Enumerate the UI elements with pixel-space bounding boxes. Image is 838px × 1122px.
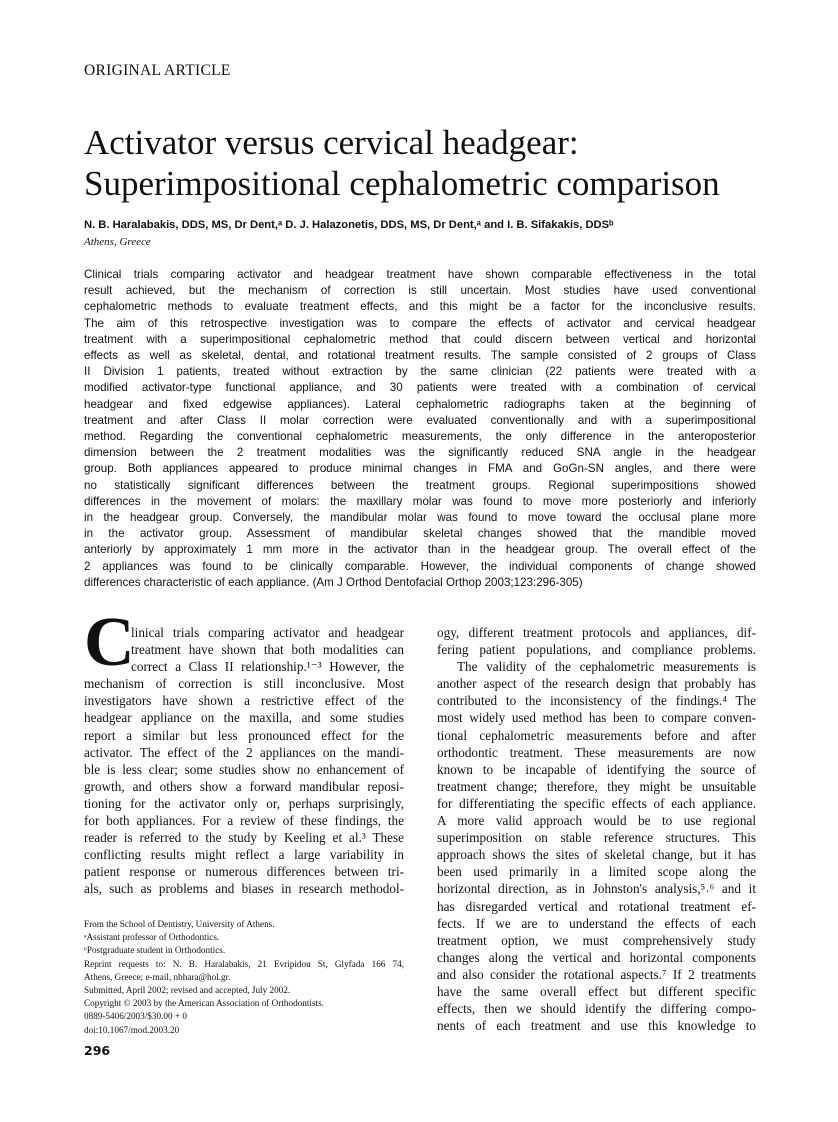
section-label: ORIGINAL ARTICLE [84,62,231,79]
body-line: ogy, different treatment protocols and appliances, dif- [437,625,756,640]
article-title [84,122,720,204]
body-line: investigators have shown a restrictive effect of the [84,693,404,709]
abstract-line: II Division 1 patients, treated without extraction by the same clinician (22 patients were treated with a [84,365,756,379]
body-line: treatment change; therefore, they might be unsuitable [437,778,756,794]
body-line: The validity of the cephalometric measurements is [457,659,756,675]
footnote-line: Reprint requests to: N. B. Haralabakis, 21 Evripidou St, Glyfada 166 74, [84,958,404,969]
drop-cap: C [84,604,135,681]
body-line: superimposition on stable reference structures. This [437,830,756,846]
body-line: known to be incapable of identifying the source of [437,761,756,777]
body-line: changes along the vertical and horizontal components [437,949,756,965]
body-line: conflicting results might reflect a large variability in [84,847,404,863]
body-line: treatment have shown that both modalities can [131,642,404,658]
body-line: tioning for the activator only or, perhaps surprisingly, [84,795,404,811]
abstract-line: no statistically significant differences between the treatment groups. Regional superimpositions showed [84,478,756,492]
body-column-left [84,624,404,898]
abstract [84,267,756,591]
body-line: linical trials comparing activator and headgear [131,625,404,640]
body-line: have the same overall effect but different specific [437,983,756,999]
body-line: horizontal direction, as in Johnston's analysis,⁵˒⁶ and it [437,881,756,897]
footnote-line: From the School of Dentistry, University of Athens. [84,919,275,929]
body-line: patient response or numerous differences between tri- [84,864,404,880]
abstract-line: method. Regarding the conventional cephalometric measurements, the only difference in the anteroposterior [84,430,756,444]
body-line: activator. The effect of the 2 appliances on the mandi- [84,744,404,760]
body-line: has disregarded vertical and rotational treatment ef- [437,898,756,914]
footnote-line: Submitted, April 2002; revised and accepted, July 2002. [84,985,291,996]
body-line: A more valid approach would be to use regional [437,813,756,829]
abstract-line: headgear and fixed edgewise appliances). Lateral cephalometric radiographs taken at the beginning of [84,397,756,411]
body-line: ble is less clear; some studies show no enhancement of [84,761,404,777]
abstract-line: differences characteristic of each appliance. (Am J Orthod Dentofacial Orthop 2003;123:296-305) [84,575,583,589]
body-line: growth, and others show a forward mandibular reposi- [84,778,404,794]
body-column-right [437,624,756,1034]
abstract-line: dimension between the 2 treatment modalities was the significantly reduced SNA angle in the headgear [84,446,756,460]
footnote-line: ᵃAssistant professor of Orthodontics. [84,932,220,943]
abstract-line: 2 appliances was found to be clinically comparable. However, the individual components of change showed [84,559,756,573]
body-line: most widely used method has been to compare conven- [437,710,756,726]
title-line: Superimpositional cephalometric comparison [84,164,720,203]
abstract-line: The aim of this retrospective investigation was to compare the effects of activator and cervical headgear [84,316,756,330]
body-line: tional cephalometric measurements before and after [437,727,756,743]
abstract-line: in the activator group. Assessment of mandibular skeletal changes showed that the mandible moved [84,527,756,541]
body-line: correct a Class II relationship.¹⁻³ However, the [131,659,404,675]
footnotes [84,918,404,1037]
body-line: and also consider the rotational aspects.⁷ If 2 treatments [437,966,756,982]
title-line: Activator versus cervical headgear: [84,123,579,162]
body-line: report a similar but less pronounced effect for the [84,727,404,743]
abstract-line: result achieved, but the mechanism of correction is still uncertain. Most studies have used conventional [84,284,756,298]
abstract-line: treatment with a superimpositional cephalometric method that could discern between vertical and horizontal [84,332,756,346]
abstract-line: anteriorly by approximately 1 mm more in the activator than in the headgear group. The overall effect of the [84,543,756,557]
body-line: contributed to the inconsistency of the findings.⁴ The [437,693,756,709]
abstract-line: Clinical trials comparing activator and headgear treatment have shown comparable effectiveness in the total [84,268,756,281]
body-line: reader is referred to the study by Keeling et al.³ These [84,830,404,846]
abstract-line: modified activator-type functional appliance, and 30 patients were treated with a combination of cervical [84,381,756,395]
author-location: Athens, Greece [84,236,151,248]
body-line: for both appliances. For a review of these findings, the [84,813,404,829]
body-line: orthodontic treatment. These measurements are now [437,744,756,760]
author-list: N. B. Haralabakis, DDS, MS, Dr Dent,ᵃ D. J. Halazonetis, DDS, MS, Dr Dent,ᵃ and I. B. Sifakakis, DDSᵇ [84,219,614,231]
body-line: nents of each treatment and use this knowledge to [437,1018,756,1034]
abstract-line: treatment and after Class II molar correction were evaluated conventionally and with a superimpositional [84,413,756,427]
abstract-line: differences in the movement of molars: the maxillary molar was found to move more posteriorly and inferiorly [84,494,756,508]
body-line: effects, then we should identify the differing compo- [437,1001,756,1017]
footnote-line: doi:10.1067/mod.2003.20 [84,1024,180,1035]
body-line: fects. If we are to understand the effects of each [437,915,756,931]
body-line: als, such as problems and biases in research methodol- [84,881,404,897]
footnote-line: ᵇPostgraduate student in Orthodontics. [84,945,226,956]
body-line: fering patient populations, and compliance problems. [437,642,756,658]
body-line: headgear appliance on the maxilla, and some studies [84,710,404,726]
body-line: treatment option, we must comprehensively study [437,932,756,948]
abstract-line: effects as well as skeletal, dental, and rotational treatment results. The sample consisted of 2 groups of Class [84,349,756,363]
body-line: mechanism of correction is still inconclusive. Most [84,676,404,692]
body-line: for differentiating the specific effects of each appliance. [437,795,756,811]
footnote-line: Copyright © 2003 by the American Association of Orthodontists. [84,998,324,1009]
abstract-line: in the headgear group. Conversely, the mandibular molar was found to move toward the occlusal plane more [84,511,756,525]
footnote-line: 0889-5406/2003/$30.00 + 0 [84,1011,187,1022]
body-line: been used primarily in a limited scope along the [437,864,756,880]
body-line: approach shows the sites of skeletal change, but it has [437,847,756,863]
abstract-line: group. Both appliances appeared to produce minimal changes in FMA and GoGn-SN angles, and there were [84,462,756,476]
footnote-line: Athens, Greece; e-mail, nbhara@hol.gr. [84,971,231,982]
page-number: 296 [84,1043,111,1058]
body-line: another aspect of the research design that probably has [437,676,756,692]
abstract-line: cephalometric methods to evaluate treatment effects, and this might be a factor for the inconclusive results. [84,300,756,314]
